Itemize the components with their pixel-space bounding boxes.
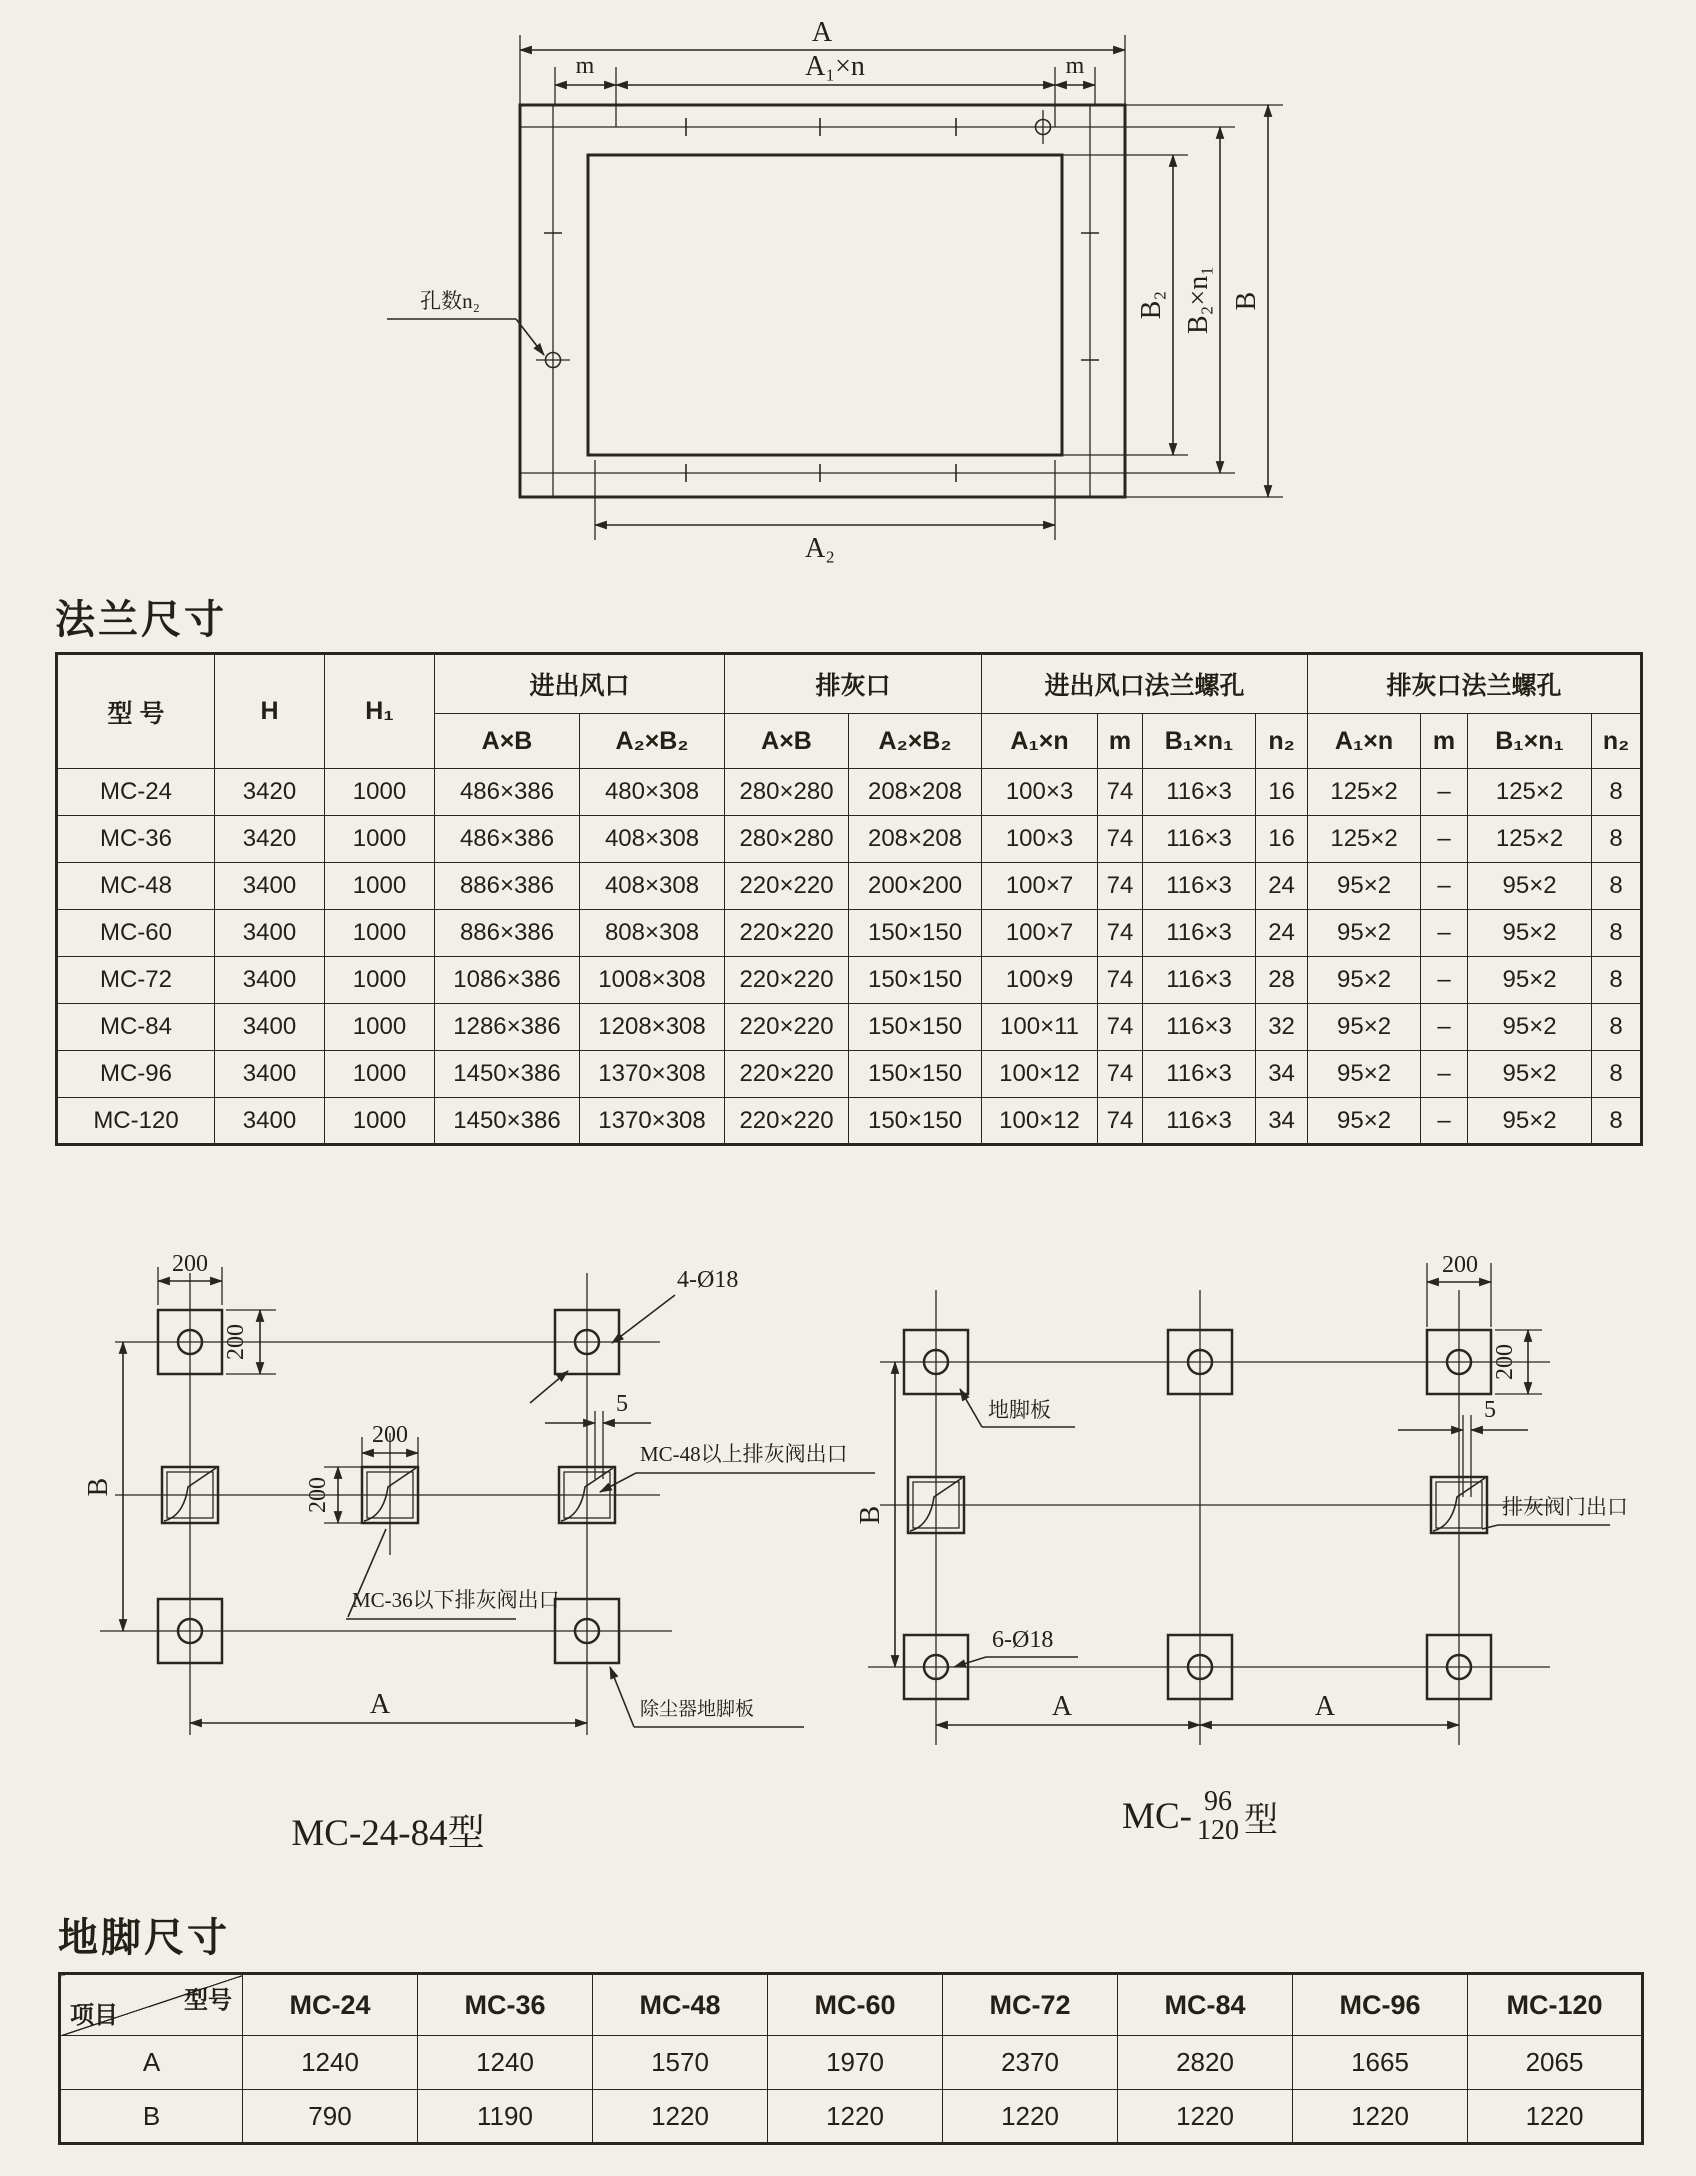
table-cell: 74	[1098, 1051, 1143, 1098]
caption-suffix: 型	[1243, 1802, 1278, 1840]
table-row	[57, 1098, 1642, 1145]
bolt-centerlines	[520, 105, 1235, 497]
table-cell: 116×3	[1143, 910, 1256, 957]
table-cell: 1570	[593, 2036, 768, 2090]
valve-outlet-callout	[1482, 1495, 1628, 1529]
table-cell: 886×386	[435, 863, 580, 910]
table-cell: –	[1421, 1098, 1468, 1145]
table-cell: –	[1421, 769, 1468, 816]
table-cell: 28	[1256, 957, 1308, 1004]
table-cell: 3400	[215, 1098, 325, 1145]
dim-label-b: B	[1231, 291, 1262, 311]
table-cell: 150×150	[849, 1051, 982, 1098]
table-cell: 100×7	[982, 910, 1098, 957]
table-cell: 1190	[418, 2090, 593, 2144]
dimension-a	[190, 1689, 587, 1723]
base-plate-callout	[960, 1389, 1075, 1427]
dim-label-a2: A₂	[805, 533, 835, 564]
table-cell: 2370	[943, 2036, 1118, 2090]
table-cell: MC-72	[57, 957, 215, 1004]
right-drawing-caption	[1020, 1788, 1380, 1845]
table-cell: MC-24	[57, 769, 215, 816]
table-cell: –	[1421, 957, 1468, 1004]
table-cell: 2820	[1118, 2036, 1293, 2090]
table-cell: 220×220	[725, 1098, 849, 1145]
table-cell: 24	[1256, 863, 1308, 910]
dim-label-m-right: m	[1065, 53, 1085, 79]
model-header: MC-24	[243, 1974, 418, 2036]
table-cell: 116×3	[1143, 863, 1256, 910]
table-cell: 1220	[1293, 2090, 1468, 2144]
col-header-axb: A×B	[435, 714, 580, 769]
table-cell: 95×2	[1468, 957, 1592, 1004]
table-cell: 1370×308	[580, 1051, 725, 1098]
dim-label-200: 200	[1442, 1252, 1478, 1278]
table-cell: 1000	[325, 769, 435, 816]
col-header-model: 型 号	[57, 654, 215, 769]
dimension-b	[83, 1342, 123, 1631]
model-header: MC-48	[593, 1974, 768, 2036]
group-header-ash-outlet: 排灰口	[725, 654, 982, 714]
bolt-hole-label: 4-Ø18	[677, 1267, 739, 1293]
flange-outline	[520, 105, 1125, 497]
table-cell: 8	[1592, 863, 1642, 910]
model-header: MC-36	[418, 1974, 593, 2036]
table-cell: 1000	[325, 816, 435, 863]
table-cell: 95×2	[1468, 1004, 1592, 1051]
table-cell: 1450×386	[435, 1098, 580, 1145]
col-header-a2xb2: A₂×B₂	[849, 714, 982, 769]
flange-dimensions-table	[55, 652, 1643, 1146]
table-cell: 1665	[1293, 2036, 1468, 2090]
foundation-drawing-mc96-120	[850, 1215, 1628, 1795]
col-header-a1xn: A₁×n	[1308, 714, 1421, 769]
col-header-a1xn: A₁×n	[982, 714, 1098, 769]
table-cell: 150×150	[849, 1098, 982, 1145]
table-cell: 1370×308	[580, 1098, 725, 1145]
dim-label-m-left: m	[575, 53, 595, 79]
group-header-inlet-outlet: 进出风口	[435, 654, 725, 714]
table-cell: 1000	[325, 910, 435, 957]
table-cell: 790	[243, 2090, 418, 2144]
corner-label-item: 项目	[70, 2002, 118, 2029]
model-header: MC-72	[943, 1974, 1118, 2036]
table-cell: 1220	[1118, 2090, 1293, 2144]
table-cell: 3400	[215, 1004, 325, 1051]
table-cell: 74	[1098, 1004, 1143, 1051]
table-cell: 116×3	[1143, 957, 1256, 1004]
table-row	[57, 769, 1642, 816]
dim-label-a1n: A₁×n	[805, 51, 865, 82]
table-cell: –	[1421, 1051, 1468, 1098]
caption-prefix: MC-	[1122, 1796, 1192, 1838]
table-row	[57, 1004, 1642, 1051]
table-cell: 74	[1098, 863, 1143, 910]
dim-label-200: 200	[372, 1422, 408, 1448]
table-cell: 1450×386	[435, 1051, 580, 1098]
flange-section-title: 法兰尺寸	[55, 598, 227, 642]
valve-lower-callout	[346, 1529, 560, 1619]
table-cell: 1208×308	[580, 1004, 725, 1051]
table-cell: 1000	[325, 957, 435, 1004]
base-plate-callout	[610, 1667, 804, 1727]
table-cell: 1240	[243, 2036, 418, 2090]
dim-label-200: 200	[172, 1251, 208, 1277]
table-cell: 150×150	[849, 957, 982, 1004]
table-cell: B	[60, 2090, 243, 2144]
table-cell: 95×2	[1468, 1098, 1592, 1145]
bolt-hole-icon	[536, 110, 1051, 368]
table-cell: 125×2	[1308, 816, 1421, 863]
table-cell: –	[1421, 816, 1468, 863]
table-cell: 2065	[1468, 2036, 1643, 2090]
caption-model-bottom: 120	[1196, 1814, 1239, 1846]
foundation-dimensions-table	[58, 1972, 1644, 2145]
foundation-section-title: 地脚尺寸	[58, 1916, 230, 1960]
group-header-ash-flange-holes: 排灰口法兰螺孔	[1308, 654, 1642, 714]
table-cell: 95×2	[1308, 910, 1421, 957]
table-cell: 74	[1098, 1098, 1143, 1145]
table-cell: 220×220	[725, 863, 849, 910]
table-cell: 74	[1098, 957, 1143, 1004]
dim-label-a: A	[811, 17, 833, 48]
table-row	[57, 1051, 1642, 1098]
table-cell: 1000	[325, 863, 435, 910]
model-header: MC-120	[1468, 1974, 1643, 2036]
table-cell: 1086×386	[435, 957, 580, 1004]
table-cell: 1970	[768, 2036, 943, 2090]
table-cell: 408×308	[580, 816, 725, 863]
table-cell: 220×220	[725, 910, 849, 957]
table-cell: 220×220	[725, 1051, 849, 1098]
flange-dimension-drawing	[330, 5, 1340, 580]
table-cell: 34	[1256, 1098, 1308, 1145]
table-cell: 1240	[418, 2036, 593, 2090]
dimension-5	[1398, 1397, 1528, 1497]
valve-upper-callout	[600, 1442, 875, 1492]
col-header-axb: A×B	[725, 714, 849, 769]
col-header-b1xn1: B₁×n₁	[1143, 714, 1256, 769]
table-cell: 1286×386	[435, 1004, 580, 1051]
dimension-b-group	[1062, 105, 1283, 497]
table-cell: 100×12	[982, 1098, 1098, 1145]
table-cell: 100×7	[982, 863, 1098, 910]
dim-label-200: 200	[223, 1324, 249, 1360]
table-cell: 24	[1256, 910, 1308, 957]
table-cell: 8	[1592, 769, 1642, 816]
col-header-h1: H₁	[325, 654, 435, 769]
table-cell: 32	[1256, 1004, 1308, 1051]
col-header-n2: n₂	[1256, 714, 1308, 769]
table-cell: 220×220	[725, 1004, 849, 1051]
model-header: MC-60	[768, 1974, 943, 2036]
table-cell: 100×11	[982, 1004, 1098, 1051]
hole-count-label: 孔数n₂	[420, 289, 480, 313]
table-cell: 1008×308	[580, 957, 725, 1004]
dim-label-200: 200	[1492, 1344, 1518, 1380]
table-cell: 116×3	[1143, 1051, 1256, 1098]
table-row	[60, 2090, 1643, 2144]
table-cell: 100×12	[982, 1051, 1098, 1098]
dimension-a2	[595, 460, 1055, 564]
table-cell: MC-120	[57, 1098, 215, 1145]
table-cell: 1220	[943, 2090, 1118, 2144]
col-header-a2xb2: A₂×B₂	[580, 714, 725, 769]
base-plate-label: 除尘器地脚板	[640, 1699, 755, 1720]
table-cell: 116×3	[1143, 1004, 1256, 1051]
dim-label-5: 5	[616, 1391, 628, 1417]
bolt-hole-label: 6-Ø18	[992, 1627, 1054, 1653]
dim-label-a: A	[1051, 1691, 1073, 1722]
table-cell: 200×200	[849, 863, 982, 910]
table-cell: 74	[1098, 816, 1143, 863]
table-cell: 95×2	[1308, 1004, 1421, 1051]
table-cell: 8	[1592, 910, 1642, 957]
table-cell: 8	[1592, 1098, 1642, 1145]
table-cell: 8	[1592, 1004, 1642, 1051]
table-cell: 125×2	[1468, 816, 1592, 863]
table-cell: 8	[1592, 957, 1642, 1004]
col-header-h: H	[215, 654, 325, 769]
table-cell: MC-60	[57, 910, 215, 957]
table-cell: 125×2	[1468, 769, 1592, 816]
foundation-drawing-mc24-84	[80, 1215, 880, 1795]
dimension-a	[936, 1691, 1459, 1725]
dim-label-b2n1: B₂×n₁	[1183, 266, 1214, 334]
table-cell: 8	[1592, 1051, 1642, 1098]
table-cell: 1000	[325, 1051, 435, 1098]
table-cell: MC-96	[57, 1051, 215, 1098]
table-cell: 100×3	[982, 816, 1098, 863]
dim-label-200: 200	[305, 1477, 331, 1513]
dim-label-b: B	[83, 1477, 114, 1497]
table-row	[57, 957, 1642, 1004]
table-cell: 95×2	[1308, 863, 1421, 910]
table-row	[60, 2036, 1643, 2090]
table-cell: 8	[1592, 816, 1642, 863]
col-header-m: m	[1421, 714, 1468, 769]
table-cell: 1220	[1468, 2090, 1643, 2144]
foundation-table-body	[60, 2036, 1643, 2144]
dim-label-a: A	[1314, 1691, 1336, 1722]
table-cell: MC-48	[57, 863, 215, 910]
table-cell: 280×280	[725, 816, 849, 863]
centerlines	[100, 1273, 672, 1735]
table-cell: 150×150	[849, 910, 982, 957]
dimension-a1n-and-m	[555, 51, 1095, 127]
model-header: MC-84	[1118, 1974, 1293, 2036]
table-row	[57, 816, 1642, 863]
table-cell: 408×308	[580, 863, 725, 910]
bolt-hole-callout	[530, 1267, 738, 1403]
table-cell: 3400	[215, 957, 325, 1004]
model-header: MC-96	[1293, 1974, 1468, 2036]
table-cell: 1220	[593, 2090, 768, 2144]
table-cell: 95×2	[1308, 1051, 1421, 1098]
table-cell: 3400	[215, 863, 325, 910]
dimension-b	[855, 1362, 895, 1667]
table-cell: 116×3	[1143, 769, 1256, 816]
caption-model-range	[1197, 1788, 1239, 1845]
table-cell: 3420	[215, 816, 325, 863]
valve-lower-label: MC-36以下排灰阀出口	[352, 1588, 560, 1612]
table-cell: 16	[1256, 816, 1308, 863]
table-cell: –	[1421, 1004, 1468, 1051]
dim-label-5: 5	[1484, 1397, 1496, 1423]
valve-upper-label: MC-48以上排灰阀出口	[640, 1442, 848, 1466]
corner-header	[60, 1974, 243, 2036]
table-row	[57, 910, 1642, 957]
table-cell: A	[60, 2036, 243, 2090]
dimension-200-pad	[1427, 1252, 1542, 1394]
table-cell: 486×386	[435, 769, 580, 816]
valve-outlet-label: 排灰阀门出口	[1502, 1495, 1628, 1519]
table-cell: MC-36	[57, 816, 215, 863]
table-cell: 1220	[768, 2090, 943, 2144]
table-cell: 220×220	[725, 957, 849, 1004]
base-plate-label: 地脚板	[988, 1398, 1051, 1422]
flange-table-body	[57, 769, 1642, 1145]
table-cell: –	[1421, 863, 1468, 910]
group-header-inlet-flange-holes: 进出风口法兰螺孔	[982, 654, 1308, 714]
dim-label-b2: B₂	[1136, 290, 1167, 320]
table-cell: 280×280	[725, 769, 849, 816]
table-cell: 886×386	[435, 910, 580, 957]
table-cell: 208×208	[849, 816, 982, 863]
corner-label-model: 型号	[184, 1987, 232, 2014]
table-cell: 3400	[215, 1051, 325, 1098]
table-cell: 125×2	[1308, 769, 1421, 816]
table-cell: 808×308	[580, 910, 725, 957]
dimension-200-pad	[158, 1251, 276, 1374]
table-cell: 3420	[215, 769, 325, 816]
table-cell: 486×386	[435, 816, 580, 863]
table-cell: 3400	[215, 910, 325, 957]
table-cell: –	[1421, 910, 1468, 957]
bolt-hole-callout	[954, 1627, 1078, 1667]
table-cell: 100×9	[982, 957, 1098, 1004]
table-cell: 116×3	[1143, 1098, 1256, 1145]
table-cell: 1000	[325, 1004, 435, 1051]
col-header-n2: n₂	[1592, 714, 1642, 769]
table-cell: 95×2	[1308, 1098, 1421, 1145]
table-cell: 116×3	[1143, 816, 1256, 863]
dim-label-b: B	[855, 1505, 886, 1525]
table-cell: 74	[1098, 769, 1143, 816]
table-cell: 74	[1098, 910, 1143, 957]
table-cell: 16	[1256, 769, 1308, 816]
table-cell: 34	[1256, 1051, 1308, 1098]
table-row	[57, 863, 1642, 910]
col-header-m: m	[1098, 714, 1143, 769]
col-header-b1xn1: B₁×n₁	[1468, 714, 1592, 769]
table-cell: 1000	[325, 1098, 435, 1145]
table-cell: 150×150	[849, 1004, 982, 1051]
table-cell: 480×308	[580, 769, 725, 816]
table-cell: 100×3	[982, 769, 1098, 816]
caption-model-top: 96	[1203, 1786, 1232, 1817]
table-cell: 95×2	[1468, 1051, 1592, 1098]
table-cell: 95×2	[1468, 863, 1592, 910]
table-cell: 208×208	[849, 769, 982, 816]
table-cell: MC-84	[57, 1004, 215, 1051]
dim-label-a: A	[369, 1689, 391, 1720]
table-cell: 95×2	[1308, 957, 1421, 1004]
table-cell: 95×2	[1468, 910, 1592, 957]
left-drawing-caption: MC-24-84型	[291, 1813, 485, 1854]
